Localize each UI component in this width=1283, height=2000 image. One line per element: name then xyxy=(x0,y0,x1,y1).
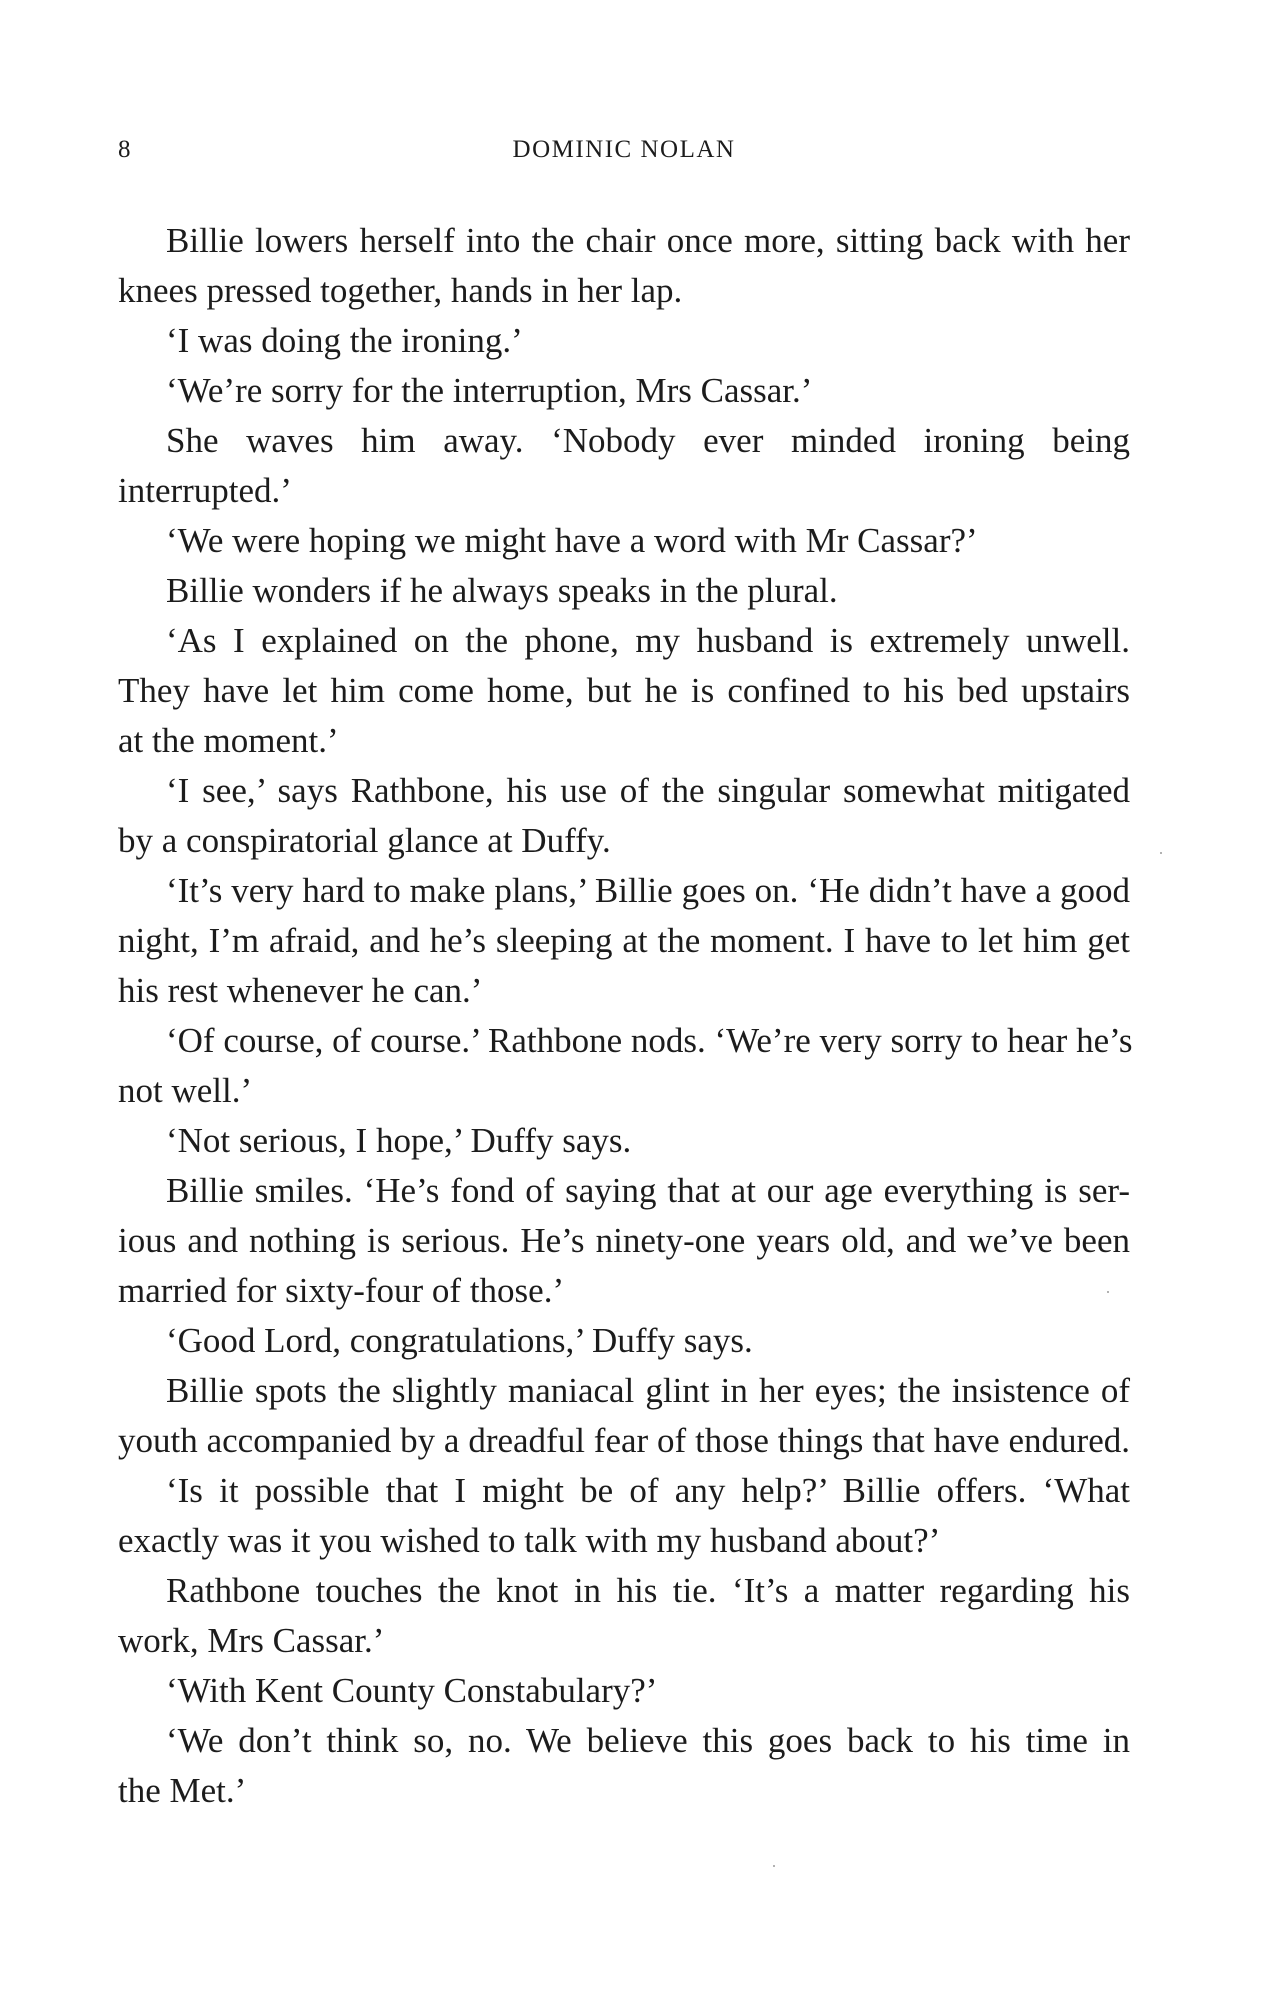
text-line: ‘Of course, of course.’ Rathbone nods. ‘We’re very sorry to hear he’s xyxy=(166,1021,1133,1060)
text-line: knees pressed together, hands in her lap. xyxy=(118,271,683,310)
text-line: She waves him away. ‘Nobody ever minded ironing being xyxy=(166,421,1130,460)
page-header xyxy=(118,130,1130,170)
text-line: Rathbone touches the knot in his tie. ‘It’s a matter regarding his xyxy=(166,1571,1130,1610)
text-line: ‘Good Lord, congratulations,’ Duffy says. xyxy=(166,1321,753,1360)
text-line: ‘I was doing the ironing.’ xyxy=(166,321,523,360)
text-line: the Met.’ xyxy=(118,1771,247,1810)
text-line: ‘It’s very hard to make plans,’ Billie goes on. ‘He didn’t have a good xyxy=(166,871,1130,910)
text-line: night, I’m afraid, and he’s sleeping at the moment. I have to let him get xyxy=(118,921,1130,960)
paper-speck xyxy=(1160,852,1162,854)
text-line: work, Mrs Cassar.’ xyxy=(118,1621,385,1660)
text-line: youth accompanied by a dreadful fear of those things that have endured. xyxy=(118,1421,1130,1460)
text-line: ‘With Kent County Constabulary?’ xyxy=(166,1671,658,1710)
text-line: Billie lowers herself into the chair once more, sitting back with her xyxy=(166,221,1130,260)
text-line: at the moment.’ xyxy=(118,721,339,760)
text-line: ‘We’re sorry for the interruption, Mrs Cassar.’ xyxy=(166,371,813,410)
text-line: Billie wonders if he always speaks in the plural. xyxy=(166,571,838,610)
running-head: DOMINIC NOLAN xyxy=(512,136,736,163)
text-line: ‘We don’t think so, no. We believe this goes back to his time in xyxy=(166,1721,1130,1760)
paper-speck xyxy=(773,1865,775,1867)
text-line: Billie spots the slightly maniacal glint in her eyes; the insistence of xyxy=(166,1371,1130,1410)
text-line: ‘We were hoping we might have a word with Mr Cassar?’ xyxy=(166,521,978,560)
text-line: not well.’ xyxy=(118,1071,253,1110)
text-line: Billie smiles. ‘He’s fond of saying that at our age everything is ser- xyxy=(166,1171,1130,1210)
body-text xyxy=(118,216,1133,1816)
text-line: his rest whenever he can.’ xyxy=(118,971,483,1010)
text-line: They have let him come home, but he is confined to his bed upstairs xyxy=(118,671,1130,710)
text-line: exactly was it you wished to talk with my husband about?’ xyxy=(118,1521,941,1560)
text-line: married for sixty-four of those.’ xyxy=(118,1271,565,1310)
text-line: ‘Not serious, I hope,’ Duffy says. xyxy=(166,1121,632,1160)
text-line: ‘I see,’ says Rathbone, his use of the singular somewhat mitigated xyxy=(166,771,1130,810)
text-line: ious and nothing is serious. He’s ninety-one years old, and we’ve been xyxy=(118,1221,1130,1260)
page-number: 8 xyxy=(118,136,131,163)
paper-speck xyxy=(1107,1291,1109,1293)
text-line: ‘Is it possible that I might be of any help?’ Billie offers. ‘What xyxy=(166,1471,1130,1510)
text-line: interrupted.’ xyxy=(118,471,292,510)
text-line: ‘As I explained on the phone, my husband is extremely unwell. xyxy=(166,621,1130,660)
text-line: by a conspiratorial glance at Duffy. xyxy=(118,821,611,860)
